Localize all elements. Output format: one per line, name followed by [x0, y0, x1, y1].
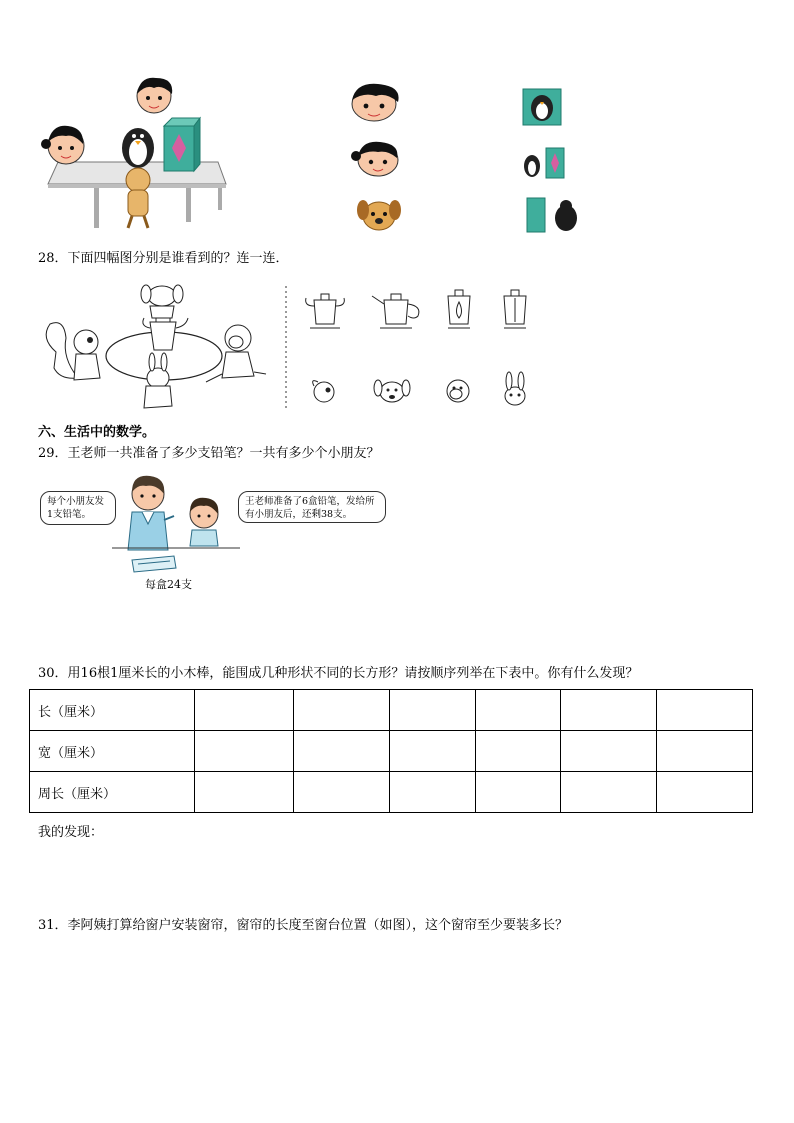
teapot-view-1-icon	[302, 290, 348, 332]
girl-face-icon	[350, 138, 406, 178]
row-label-length: 长（厘米）	[30, 690, 195, 731]
monkey-head-icon	[444, 376, 472, 406]
table-cell[interactable]	[476, 731, 561, 772]
table-cell[interactable]	[194, 731, 293, 772]
table-scene-illustration	[36, 76, 226, 236]
section-6-heading: 六、生活中的数学。	[38, 425, 156, 440]
view-penguin-box-side-icon	[520, 146, 566, 180]
rectangle-table	[29, 689, 753, 813]
table-cell[interactable]	[293, 731, 390, 772]
pencil-box-caption: 每盒24支	[145, 578, 192, 591]
rabbit-head-icon	[500, 372, 530, 408]
round-table-animals-illustration	[40, 282, 272, 414]
dog-head-icon	[372, 376, 412, 408]
row-label-perimeter: 周长（厘米）	[30, 772, 195, 813]
table-cell[interactable]	[293, 690, 390, 731]
table-cell[interactable]	[194, 690, 293, 731]
table-cell[interactable]	[657, 731, 753, 772]
table-row-width	[30, 731, 753, 772]
teapot-view-4-icon	[500, 288, 530, 332]
table-cell[interactable]	[476, 772, 561, 813]
table-row-length	[30, 690, 753, 731]
dog-face-icon	[356, 196, 402, 232]
teapot-view-3-icon	[444, 288, 474, 332]
table-cell[interactable]	[561, 731, 657, 772]
row-label-width: 宽（厘米）	[30, 731, 195, 772]
table-cell[interactable]	[657, 772, 753, 813]
question-30-text: 30．用16根1厘米长的小木棒，能围成几种形状不同的长方形？请按顺序列举在下表中。你有什么发现？	[38, 666, 639, 681]
question-28-text: 28．下面四幅图分别是谁看到的？连一连．	[38, 251, 289, 266]
squirrel-head-icon	[308, 376, 338, 406]
table-cell[interactable]	[194, 772, 293, 813]
teapot-view-2-icon	[370, 290, 422, 332]
table-cell[interactable]	[657, 690, 753, 731]
table-row-perimeter	[30, 772, 753, 813]
table-cell[interactable]	[561, 772, 657, 813]
vertical-dotted-divider	[284, 286, 288, 410]
table-cell[interactable]	[390, 772, 476, 813]
speech-bubble-right: 王老师准备了6盒铅笔，发给所有小朋友后，还剩38支。	[238, 491, 386, 523]
boy-face-icon	[346, 82, 406, 124]
teacher-and-child-illustration	[112, 472, 242, 580]
question-29-text: 29．王老师一共准备了多少支铅笔？一共有多少个小朋友？	[38, 446, 380, 461]
view-penguin-front-icon	[522, 88, 562, 126]
table-cell[interactable]	[561, 690, 657, 731]
table-cell[interactable]	[293, 772, 390, 813]
speech-bubble-left: 每个小朋友发1支铅笔。	[40, 491, 116, 525]
table-cell[interactable]	[390, 690, 476, 731]
table-cell[interactable]	[390, 731, 476, 772]
question-31-text: 31．李阿姨打算给窗户安装窗帘，窗帘的长度至窗台位置（如图），这个窗帘至少要装多长？	[38, 918, 569, 933]
table-cell[interactable]	[476, 690, 561, 731]
finding-label: 我的发现：	[38, 825, 104, 840]
view-box-penguin-back-icon	[526, 196, 582, 234]
